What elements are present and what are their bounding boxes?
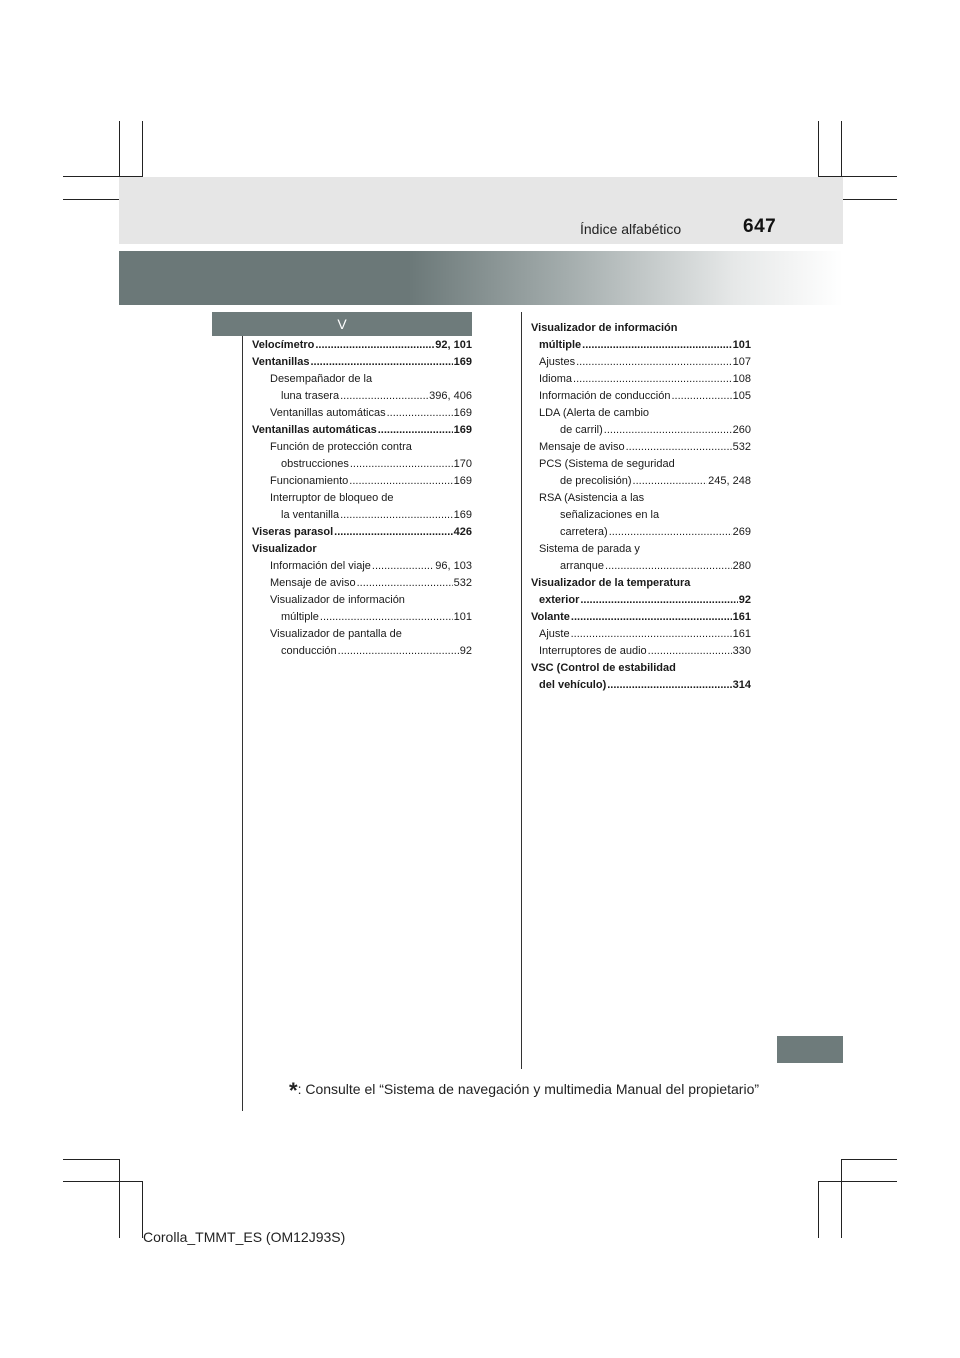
entry-term: Mensaje de aviso xyxy=(270,577,356,589)
entry-page: 269 xyxy=(732,526,751,538)
crop-mark xyxy=(142,121,143,177)
leader-dots xyxy=(576,354,732,371)
index-entry xyxy=(539,541,751,558)
entry-term: Visualizador de información xyxy=(270,594,405,606)
index-entry xyxy=(281,456,472,473)
entry-term: Visualizador de la temperatura xyxy=(531,577,691,589)
index-entry xyxy=(270,575,472,592)
index-entry xyxy=(252,541,472,558)
index-entry xyxy=(539,677,751,694)
leader-dots xyxy=(350,456,453,473)
index-entry xyxy=(531,320,751,337)
entry-term: la ventanilla xyxy=(281,509,340,521)
index-entry xyxy=(539,626,751,643)
entry-page: 169 xyxy=(453,407,472,419)
document-code: Corolla_TMMT_ES (OM12J93S) xyxy=(143,1229,346,1245)
entry-term: Ventanillas automáticas xyxy=(252,424,377,436)
entry-term: Desempañador de la xyxy=(270,373,373,385)
entry-term: Idioma xyxy=(539,373,573,385)
leader-dots xyxy=(573,371,732,388)
index-entry xyxy=(531,660,751,677)
entry-page: 314 xyxy=(732,679,751,691)
entry-term: Ajustes xyxy=(539,356,576,368)
footnote-mark: * xyxy=(289,1078,298,1103)
index-entry xyxy=(270,439,472,456)
entry-term: Ajuste xyxy=(539,628,570,640)
entry-page: 101 xyxy=(732,339,751,351)
footnote xyxy=(289,1078,759,1104)
entry-term: PCS (Sistema de seguridad xyxy=(539,458,675,470)
index-entry xyxy=(560,524,751,541)
entry-term: múltiple xyxy=(539,339,582,351)
entry-page: 426 xyxy=(453,526,472,538)
index-entry xyxy=(270,371,472,388)
entry-page: 532 xyxy=(732,441,751,453)
index-entry xyxy=(560,473,751,490)
entry-term: Sistema de parada y xyxy=(539,543,640,555)
leader-dots xyxy=(648,643,732,660)
entry-term: RSA (Asistencia a las xyxy=(539,492,645,504)
leader-dots xyxy=(310,354,452,371)
crop-mark xyxy=(841,1159,897,1160)
leader-dots xyxy=(387,405,453,422)
index-entry xyxy=(270,490,472,507)
leader-dots xyxy=(571,609,732,626)
crop-mark xyxy=(818,1181,897,1182)
index-entry xyxy=(270,558,472,575)
entry-page: 161 xyxy=(732,628,751,640)
entry-term: Viseras parasol xyxy=(252,526,334,538)
crop-mark xyxy=(119,1159,120,1238)
leader-dots xyxy=(357,575,453,592)
index-entry xyxy=(539,371,751,388)
section-tab: V xyxy=(212,312,472,336)
index-entry xyxy=(539,405,751,422)
leader-dots xyxy=(340,388,428,405)
header-title: Índice alfabético xyxy=(580,221,682,237)
index-entry xyxy=(281,507,472,524)
entry-term: múltiple xyxy=(281,611,319,623)
entry-page: 396, 406 xyxy=(429,390,472,402)
gradient-band xyxy=(119,251,843,305)
column-rule-left xyxy=(242,336,243,1111)
leader-dots xyxy=(604,422,732,439)
entry-page: 280 xyxy=(732,560,751,572)
index-entry xyxy=(252,354,472,371)
leader-dots xyxy=(340,507,453,524)
entry-page: 161 xyxy=(732,611,751,623)
entry-term: Información del viaje xyxy=(270,560,371,572)
index-entry xyxy=(281,609,472,626)
entry-term: obstrucciones xyxy=(281,458,349,470)
leader-dots xyxy=(626,439,732,456)
crop-mark xyxy=(841,1159,842,1238)
entry-page: 330 xyxy=(732,645,751,657)
index-entry xyxy=(539,490,751,507)
leader-dots xyxy=(607,677,731,694)
entry-page: 105 xyxy=(732,390,751,402)
leader-dots xyxy=(580,592,737,609)
leader-dots xyxy=(372,558,434,575)
header-band xyxy=(119,177,843,244)
index-entry xyxy=(270,626,472,643)
crop-mark xyxy=(841,199,897,200)
leader-dots xyxy=(315,337,434,354)
entry-term: de precolisión) xyxy=(560,475,632,487)
index-entry xyxy=(560,558,751,575)
crop-mark xyxy=(818,121,819,177)
index-entry xyxy=(252,422,472,439)
index-entry xyxy=(539,388,751,405)
leader-dots xyxy=(320,609,453,626)
leader-dots xyxy=(633,473,708,490)
leader-dots xyxy=(609,524,732,541)
entry-page: 107 xyxy=(732,356,751,368)
entry-term: exterior xyxy=(539,594,580,606)
entry-page: 92, 101 xyxy=(435,339,472,351)
crop-mark xyxy=(63,199,119,200)
leader-dots xyxy=(671,388,731,405)
crop-mark xyxy=(63,1181,142,1182)
index-entry xyxy=(252,337,472,354)
index-entry xyxy=(281,643,472,660)
entry-term: Visualizador xyxy=(252,543,317,555)
entry-page: 169 xyxy=(453,509,472,521)
entry-page: 101 xyxy=(453,611,472,623)
index-entry xyxy=(531,575,751,592)
entry-page: 260 xyxy=(732,424,751,436)
index-entry xyxy=(270,405,472,422)
index-entry xyxy=(531,609,751,626)
footnote-text: : Consulte el “Sistema de navegación y multimedia Manual del propietario” xyxy=(297,1081,760,1097)
entry-term: Visualizador de pantalla de xyxy=(270,628,402,640)
leader-dots xyxy=(378,422,453,439)
entry-page: 92 xyxy=(459,645,472,657)
index-entry xyxy=(281,388,472,405)
entry-page: 96, 103 xyxy=(435,560,472,572)
entry-term: del vehículo) xyxy=(539,679,607,691)
entry-page: 92 xyxy=(738,594,751,606)
index-entry xyxy=(539,592,751,609)
index-entry xyxy=(252,524,472,541)
entry-term: Volante xyxy=(531,611,570,623)
entry-term: Información de conducción xyxy=(539,390,671,402)
entry-term: LDA (Alerta de cambio xyxy=(539,407,650,419)
crop-mark xyxy=(818,1181,819,1238)
index-entry xyxy=(539,337,751,354)
entry-term: Visualizador de información xyxy=(531,322,678,334)
index-entry xyxy=(539,439,751,456)
entry-term: Mensaje de aviso xyxy=(539,441,625,453)
entry-page: 170 xyxy=(453,458,472,470)
entry-page: 169 xyxy=(453,356,472,368)
index-entry xyxy=(560,507,751,524)
leader-dots xyxy=(338,643,459,660)
index-entry xyxy=(270,592,472,609)
leader-dots xyxy=(334,524,453,541)
entry-term: carretera) xyxy=(560,526,608,538)
entry-term: VSC (Control de estabilidad xyxy=(531,662,676,674)
entry-term: conducción xyxy=(281,645,337,657)
entry-term: Función de protección contra xyxy=(270,441,412,453)
index-entry xyxy=(539,643,751,660)
entry-term: Ventanillas automáticas xyxy=(270,407,386,419)
index-entry xyxy=(539,354,751,371)
entry-page: 169 xyxy=(453,424,472,436)
index-entry xyxy=(560,422,751,439)
entry-page: 108 xyxy=(732,373,751,385)
entry-term: luna trasera xyxy=(281,390,340,402)
leader-dots xyxy=(605,558,732,575)
index-entry xyxy=(270,473,472,490)
entry-term: de carril) xyxy=(560,424,603,436)
entry-term: Interruptores de audio xyxy=(539,645,647,657)
leader-dots xyxy=(582,337,731,354)
column-rule-middle xyxy=(521,312,522,1069)
entry-term: Ventanillas xyxy=(252,356,310,368)
crop-mark xyxy=(63,1159,119,1160)
thumb-tab xyxy=(777,1036,843,1063)
entry-term: Funcionamiento xyxy=(270,475,349,487)
entry-page: 245, 248 xyxy=(708,475,751,487)
entry-page: 532 xyxy=(453,577,472,589)
leader-dots xyxy=(349,473,452,490)
entry-page: 169 xyxy=(453,475,472,487)
page-number: 647 xyxy=(743,216,777,237)
entry-term: señalizaciones en la xyxy=(560,509,660,521)
entry-term: Velocímetro xyxy=(252,339,315,351)
index-entry xyxy=(539,456,751,473)
entry-term: arranque xyxy=(560,560,605,572)
leader-dots xyxy=(571,626,732,643)
entry-term: Interruptor de bloqueo de xyxy=(270,492,394,504)
